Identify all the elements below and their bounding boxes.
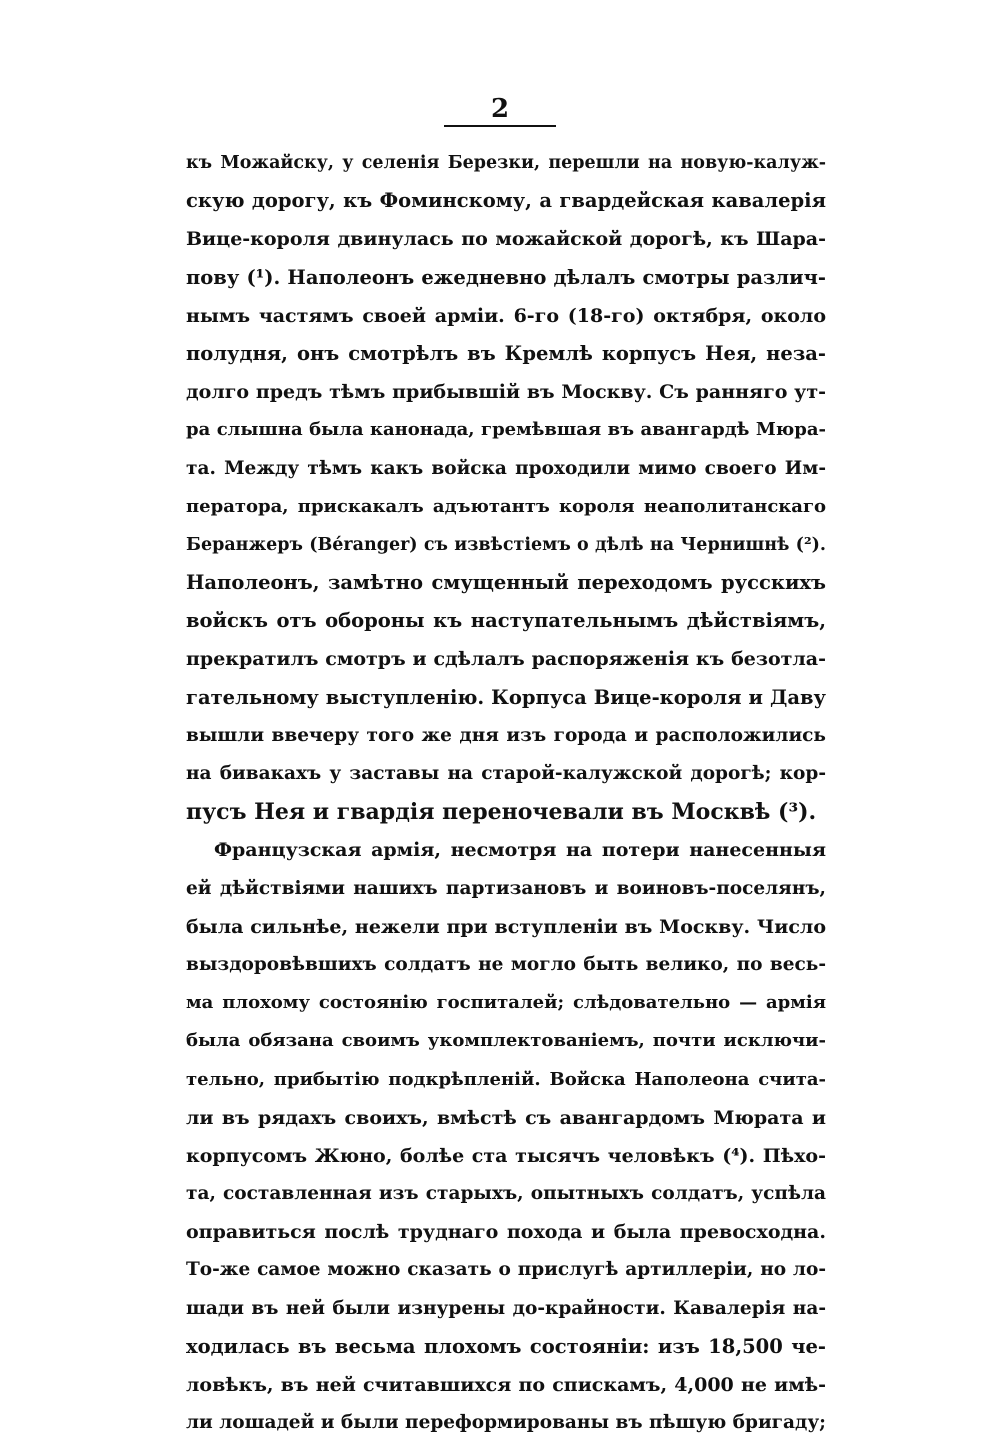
text-line: ма плохому состоянію госпиталей; слѣдовательно — армія <box>186 992 826 1014</box>
text-line: ра слышна была канонада, гремѣвшая въ авангардѣ Мюра- <box>186 419 826 441</box>
text-line: ей дѣйствіями нашихъ партизановъ и воиновъ-поселянъ, <box>186 877 826 899</box>
text-line: тельно, прибытію подкрѣпленій. Войска Наполеона счита- <box>186 1068 826 1090</box>
page-number-rule <box>444 125 556 127</box>
body-text <box>186 144 826 1442</box>
text-line: войскъ отъ обороны къ наступательнымъ дѣйствіямъ, <box>186 609 826 633</box>
text-line: прекратилъ смотръ и сдѣлалъ распоряженія къ безотла- <box>186 648 826 671</box>
text-line: та. Между тѣмъ какъ войска проходили мимо своего Им- <box>186 457 826 479</box>
text-line: Беранжеръ (Bérangеr) съ извѣстіемъ о дѣлѣ на Чернишнѣ (²). <box>186 534 826 555</box>
page-number: 2 <box>490 94 510 124</box>
text-line: корпусомъ Жюно, болѣе ста тысячъ человѣкъ (⁴). Пѣхо- <box>186 1144 826 1167</box>
text-line: ходилась въ весьма плохомъ состояніи: изъ 18,500 че- <box>186 1334 826 1358</box>
text-line: была обязана своимъ укомплектованіемъ, почти исключи- <box>186 1030 826 1052</box>
text-line: Французская армія, несмотря на потери нанесенныя <box>214 839 826 862</box>
text-line: ператора, прискакалъ адъютантъ короля неаполитанскаго <box>186 495 826 517</box>
text-line: гательному выступленію. Корпуса Вице-короля и Даву <box>186 685 826 709</box>
text-line: оправиться послѣ труднаго похода и была превосходна. <box>186 1221 826 1244</box>
text-line: къ Можайску, у селенія Березки, перешли на новую-калуж- <box>186 153 826 173</box>
text-line: выздоровѣвшихъ солдатъ не могло быть велико, по весь- <box>186 953 826 975</box>
text-line: пову (¹). Наполеонъ ежедневно дѣлалъ смотры различ- <box>186 265 826 289</box>
text-line: скую дорогу, къ Фоминскому, а гвардейская кавалерія <box>186 189 826 213</box>
text-line: шади въ ней были изнурены до-крайности. Кавалерія на- <box>186 1297 826 1319</box>
text-line: на бивакахъ у заставы на старой-калужской дорогѣ; кор- <box>186 763 826 784</box>
text-line: та, составленная изъ старыхъ, опытныхъ солдатъ, успѣла <box>186 1183 826 1205</box>
text-line: вышли ввечеру того же дня изъ города и расположились <box>186 724 826 746</box>
text-line: долго предъ тѣмъ прибывшій въ Москву. Съ ранняго ут- <box>186 381 826 404</box>
text-line: То-же самое можно сказать о прислугѣ артиллеріи, но ло- <box>186 1259 826 1281</box>
text-line: нымъ частямъ своей арміи. 6-го (18-го) октября, около <box>186 304 826 327</box>
text-line: Наполеонъ, замѣтно смущенный переходомъ русскихъ <box>186 571 826 595</box>
text-line: Вице-короля двинулась по можайской дорогѣ, къ Шара- <box>186 228 826 251</box>
text-line: была сильнѣе, нежели при вступленіи въ Москву. Число <box>186 915 826 938</box>
text-line: ли въ рядахъ своихъ, вмѣстѣ съ авангардомъ Мюрата и <box>186 1106 826 1129</box>
text-line: ловѣкъ, въ ней считавшихся по спискамъ, 4,000 не имѣ- <box>186 1374 826 1396</box>
text-line: пусъ Нея и гвардія переночевали въ Москвѣ (³). <box>186 799 817 826</box>
text-line: полудня, онъ смотрѣлъ въ Кремлѣ корпусъ Нея, неза- <box>186 341 826 365</box>
text-line: ли лошадей и были переформированы въ пѣшую бригаду; <box>186 1412 826 1434</box>
